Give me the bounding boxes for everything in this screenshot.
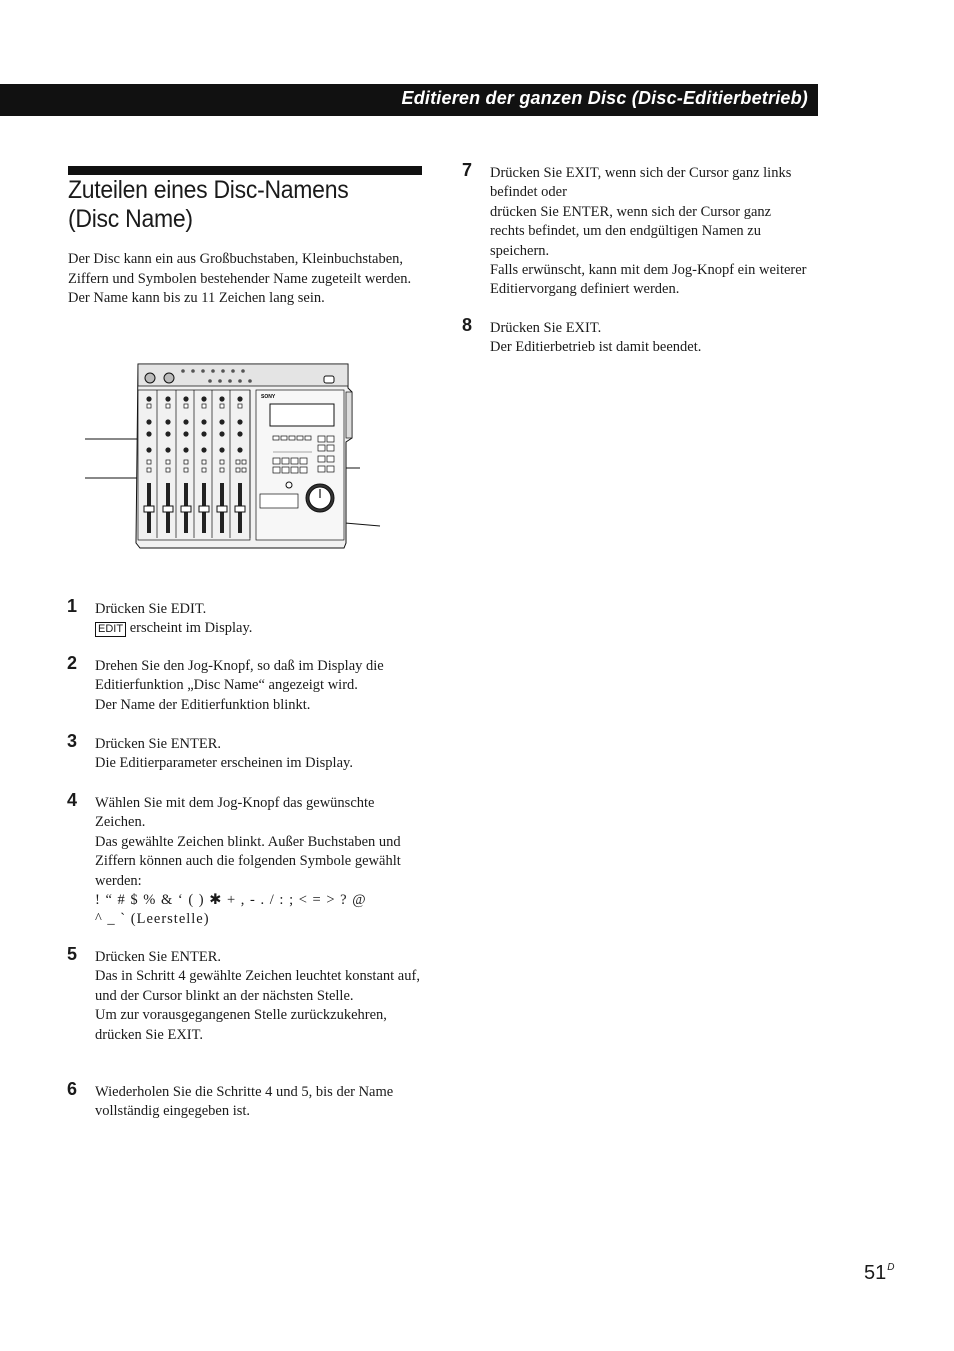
step-number: 3 [67,731,78,751]
step-2 [67,653,425,715]
step-number: 7 [462,160,473,180]
lcd-edit-indicator: EDIT [95,622,126,637]
step-5-text: Drücken Sie ENTER. Das in Schritt 4 gewählte Zeichen leuchtet konstant auf, und der Cursor blinkt an der nächsten Stelle. Um zur vorausgegangenen Stelle zurückzukehren, drücken Sie EXIT. [95,949,420,1043]
step-3-text: Drücken Sie ENTER. Die Editierparameter erscheinen im Display. [95,736,353,772]
intro-text: Der Disc kann ein aus Großbuchstaben, Kleinbuchstaben, Ziffern und Symbolen bestehender Name zugeteilt werden. Der Name kann bis zu 11 Zeichen lang sein. [68,251,412,306]
device-drawing [80,358,390,558]
step-number: 2 [67,653,78,673]
step-8 [462,315,808,358]
step-1-line1: Drücken Sie EDIT. [95,601,207,617]
step-6-text: Wiederholen Sie die Schritte 4 und 5, bis der Name vollständig eingegeben ist. [95,1084,394,1120]
step-4-symbols-line1: ! “ # $ % & ‘ ( ) ✱ + , - . / : ; < = > ? @ [95,892,367,909]
step-3 [67,731,425,774]
step-number: 8 [462,315,473,335]
step-1-line2-text: erscheint im Display. [126,620,253,637]
step-number: 5 [67,944,78,964]
step-8-text: Drücken Sie EXIT. Der Editierbetrieb ist damit beendet. [490,320,702,356]
device-brand: SONY [261,394,276,400]
page-number-value: 51 [864,1262,887,1284]
header-title: Editieren der ganzen Disc (Disc-Editierbetrieb) [401,88,808,108]
step-1-line2 [95,619,425,638]
step-1 [67,596,425,639]
step-4-symbols-line2: ^ _ ` (Leerstelle) [95,911,210,928]
section-rule [68,166,422,175]
page-number [864,1262,894,1285]
step-4-text: Wählen Sie mit dem Jog-Knopf das gewünschte Zeichen. Das gewählte Zeichen blinkt. Außer Buchstaben und Ziffern können auch die folgenden Symbole gewählt werden: [95,795,401,889]
page-number-suffix: D [887,1262,895,1273]
section-title [68,176,399,234]
device-illustration [80,358,390,558]
step-4 [67,790,425,930]
step-2-text: Drehen Sie den Jog-Knopf, so daß im Display die Editierfunktion „Disc Name“ angezeigt wird. Der Name der Editierfunktion blinkt. [95,658,384,713]
section-title-line2: (Disc Name) [68,205,193,233]
step-7-text: Drücken Sie EXIT, wenn sich der Cursor ganz links befindet oder drücken Sie ENTER, wenn sich der Cursor ganz rechts befindet, um den endgültigen Namen zu speichern. Falls erwünscht, kann mit dem Jog-Knopf ein weiterer Editiervorgang definiert werden. [490,165,807,298]
step-6 [67,1079,425,1122]
header-bar [0,84,818,116]
step-number: 1 [67,596,78,616]
step-number: 4 [67,790,78,810]
step-5 [67,944,425,1045]
step-number: 6 [67,1079,78,1099]
section-title-line1: Zuteilen eines Disc-Namens [68,176,349,204]
step-7 [462,160,808,300]
